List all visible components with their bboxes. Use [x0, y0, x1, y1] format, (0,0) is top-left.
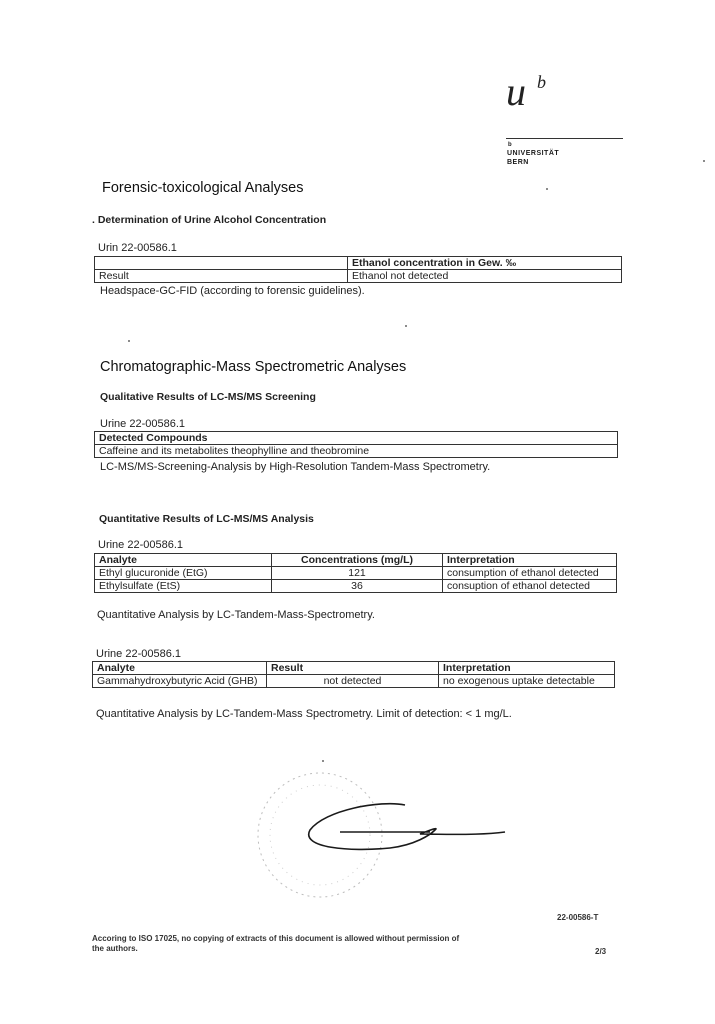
table-row — [93, 662, 615, 675]
copyright-notice: Accoring to ISO 17025, no copying of extracts of this document is allowed without permission of the authors. — [92, 934, 460, 953]
table-cell-analyte: Ethylsulfate (EtS) — [95, 580, 272, 593]
table-header-detected-compounds: Detected Compounds — [95, 432, 618, 445]
sample-id-urin: Urin 22-00586.1 — [98, 242, 177, 254]
subtitle-urine-alcohol: . Determination of Urine Alcohol Concentration — [92, 214, 327, 226]
table-row — [95, 554, 617, 567]
document-id: 22-00586-T — [557, 913, 599, 922]
table-row — [95, 270, 622, 283]
logo-text-universitaet: UNIVERSITÄT — [507, 150, 560, 157]
scan-speck — [128, 340, 130, 342]
method-note-screening: LC-MS/MS-Screening-Analysis by High-Resolution Tandem-Mass Spectrometry. — [100, 461, 491, 473]
table-cell-empty — [95, 257, 348, 270]
sample-id-qual: Urine 22-00586.1 — [100, 418, 186, 430]
table-header-result: Result — [267, 662, 439, 675]
ghb-table — [92, 661, 615, 688]
scan-speck — [703, 160, 705, 162]
table-row — [95, 580, 617, 593]
sample-id-quant: Urine 22-00586.1 — [98, 539, 184, 551]
table-header-interpretation: Interpretation — [439, 662, 615, 675]
table-header-analyte: Analyte — [93, 662, 267, 675]
table-header-interpretation: Interpretation — [443, 554, 617, 567]
table-cell-value: 121 — [272, 567, 443, 580]
subtitle-quantitative: Quantitative Results of LC-MS/MS Analysis — [99, 513, 314, 525]
alcohol-table — [94, 256, 622, 283]
table-cell-interpretation: no exogenous uptake detectable — [439, 675, 615, 688]
logo-rule — [506, 138, 623, 139]
method-note-ghb: Quantitative Analysis by LC-Tandem-Mass Spectrometry. Limit of detection: < 1 mg/L. — [96, 708, 512, 720]
logo-text-bern: BERN — [507, 159, 529, 166]
table-row — [95, 567, 617, 580]
quantitative-table — [94, 553, 617, 593]
university-logo-u: u — [506, 69, 526, 114]
stamp-ring — [258, 773, 382, 897]
table-cell-result-label: Result — [95, 270, 348, 283]
table-cell-analyte: Ethyl glucuronide (EtG) — [95, 567, 272, 580]
table-header-ethanol: Ethanol concentration in Gew. ‰ — [348, 257, 622, 270]
table-cell-interpretation: consumption of ethanol detected — [443, 567, 617, 580]
table-header-concentrations: Concentrations (mg/L) — [272, 554, 443, 567]
table-row — [95, 257, 622, 270]
method-note-gc: Headspace-GC-FID (according to forensic guidelines). — [100, 285, 365, 297]
page-number: 2/3 — [595, 947, 607, 956]
stamp-inner-ring — [270, 785, 370, 885]
section-title-chromatographic: Chromatographic-Mass Spectrometric Analyses — [100, 359, 407, 375]
table-row — [93, 675, 615, 688]
table-cell-result-value: Ethanol not detected — [348, 270, 622, 283]
signature-stamp — [230, 760, 530, 900]
scan-speck — [322, 760, 324, 762]
table-cell-compounds: Caffeine and its metabolites theophylline and theobromine — [95, 445, 618, 458]
section-title-forensic: Forensic-toxicological Analyses — [102, 180, 304, 196]
table-row — [95, 445, 618, 458]
handwritten-signature — [309, 804, 505, 850]
table-cell-interpretation: consuption of ethanol detected — [443, 580, 617, 593]
qualitative-table — [94, 431, 618, 458]
scan-speck — [546, 188, 548, 190]
table-cell-value: not detected — [267, 675, 439, 688]
scan-speck — [405, 325, 407, 327]
table-cell-analyte: Gammahydroxybutyric Acid (GHB) — [93, 675, 267, 688]
method-note-quant: Quantitative Analysis by LC-Tandem-Mass-Spectrometry. — [97, 609, 375, 621]
sample-id-ghb: Urine 22-00586.1 — [96, 648, 182, 660]
university-logo-b: b — [537, 72, 546, 92]
table-header-analyte: Analyte — [95, 554, 272, 567]
subtitle-qualitative: Qualitative Results of LC-MS/MS Screening — [100, 391, 316, 403]
logo-small-b: b — [508, 142, 512, 148]
table-row — [95, 432, 618, 445]
table-cell-value: 36 — [272, 580, 443, 593]
